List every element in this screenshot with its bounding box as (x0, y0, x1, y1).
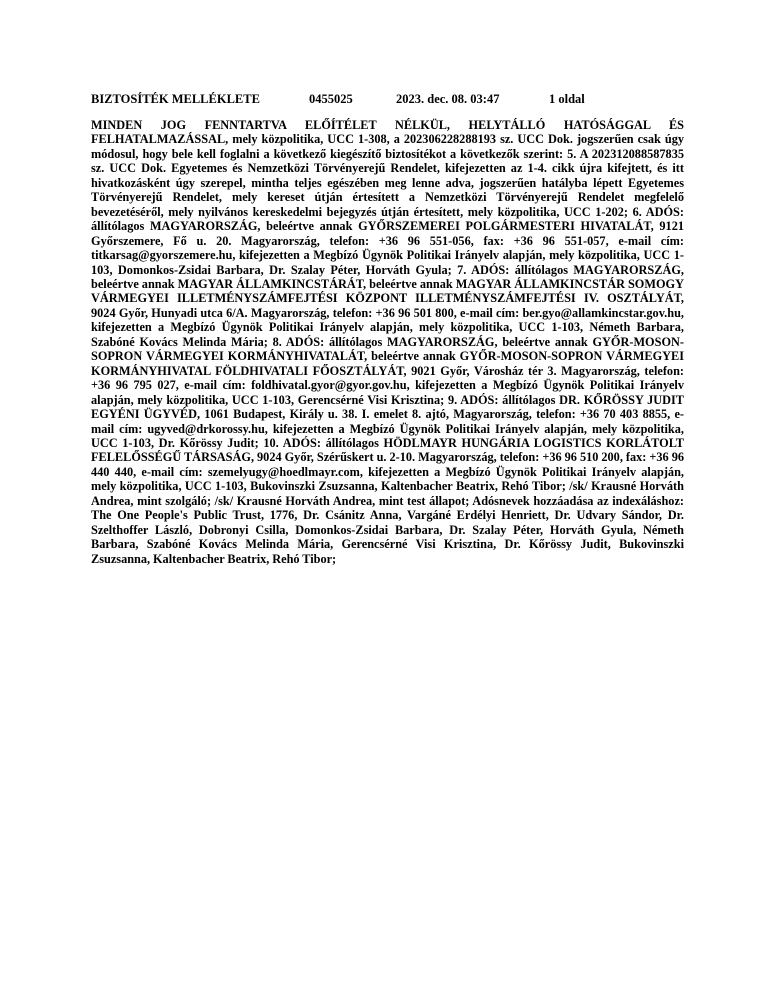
page-indicator: 1 oldal (549, 92, 585, 106)
document-header (91, 90, 691, 108)
document-title: BIZTOSÍTÉK MELLÉKLETE (91, 92, 260, 106)
document-datetime: 2023. dec. 08. 03:47 (396, 92, 500, 106)
document-body-text: MINDEN JOG FENNTARTVA ELŐÍTÉLET NÉLKÜL, HELYTÁLLÓ HATÓSÁGGAL ÉS FELHATALMAZÁSSAL, mely közpolitika, UCC 1-308, a 202306228288193 sz. UCC Dok. jogszerűen csak úgy módosul, hogy bele kell foglalni a következő kiegészítő biztosítékot a következők szerint: 5. A 202312088587835 sz. UCC Dok. Egyetemes és Nemzetközi Törvényerejű Rendelet, kifejezetten az 1-4. cikk újra kifejtett, és itt hivatkozásként úgy szerepel, mintha teljes egészében meg lenne adva, jogszerűen hatályba lépett Egyetemes Törvényerejű Rendelet, mely kereset útján értesített a Nemzetközi Törvényerejű Rendelet megfelelő bevezetéséről, mely nyilvános kereskedelmi bejegyzés útján értesített, mely közpolitika, UCC 1-202; 6. ADÓS: állítólagos MAGYARORSZÁG, beleértve annak GYŐRSZEMEREI POLGÁRMESTERI HIVATALÁT, 9121 Győrszemere, Fő u. 20. Magyarország, telefon: +36 96 551-056, fax: +36 96 551-057, e-mail cím: titkarsag@gyorszemere.hu, kifejezetten a Megbízó Ügynök Politikai Irányelv alapján, mely közpolitika, UCC 1-103, Domonkos-Zsidai Barbara, Dr. Szalay Péter, Horváth Gyula; 7. ADÓS: állítólagos MAGYARORSZÁG, beleértve annak MAGYAR ÁLLAMKINCSTÁRÁT, beleértve annak MAGYAR ÁLLAMKINCSTÁR SOMOGY VÁRMEGYEI ILLETMÉNYSZÁMFEJTÉSI KÖZPONT ILLETMÉNYSZÁMFEJTÉSI IV. OSZTÁLYÁT, 9024 Győr, Hunyadi utca 6/A. Magyarország, telefon: +36 96 501 800, e-mail cím: ber.gyo@allamkincstar.gov.hu, kifejezetten a Megbízó Ügynök Politikai Irányelv alapján, mely közpolitika, UCC 1-103, Németh Barbara, Szabóné Kovács Melinda Mária; 8. ADÓS: állítólagos MAGYARORSZÁG, beleértve annak GYŐR-MOSON-SOPRON VÁRMEGYEI KORMÁNYHIVATALÁT, beleértve annak GYŐR-MOSON-SOPRON VÁRMEGYEI KORMÁNYHIVATAL FÖLDHIVATALI FŐOSZTÁLYÁT, 9021 Győr, Városház tér 3. Magyarország, telefon: +36 96 795 027, e-mail cím: foldhivatal.gyor@gyor.gov.hu, kifejezetten a Megbízó Ügynök Politikai Irányelv alapján, mely közpolitika, UCC 1-103, Gerencsérné Visi Krisztina; 9. ADÓS: állítólagos DR. KŐRÖSSY JUDIT EGYÉNI ÜGYVÉD, 1061 Budapest, Király u. 38. I. emelet 8. ajtó, Magyarország, telefon: +36 70 403 8855, e-mail cím: ugyved@drkorossy.hu, kifejezetten a Megbízó Ügynök Politikai Irányelv alapján, mely közpolitika, UCC 1-103, Dr. Kőrössy Judit; 10. ADÓS: állítólagos HÖDLMAYR HUNGÁRIA LOGISTICS KORLÁTOLT FELELŐSSÉGŰ TÁRSASÁG, 9024 Győr, Szérűskert u. 2-10. Magyarország, telefon: +36 96 510 200, fax: +36 96 440 440, e-mail cím: szemelyugy@hoedlmayr.com, kifejezetten a Megbízó Ügynök Politikai Irányelv alapján, mely közpolitika, UCC 1-103, Bukovinszki Zsuzsanna, Kaltenbacher Beatrix, Rehó Tibor; /sk/ Krausné Horváth Andrea, mint szolgáló; /sk/ Krausné Horváth Andrea, mint test állapot; Adósnevek hozzáadása az indexáláshoz: The One People's Public Trust, 1776, Dr. Csánitz Anna, Vargáné Erdélyi Henriett, Dr. Udvary Sándor, Dr. Szelthoffer László, Dobronyi Csilla, Domonkos-Zsidai Barbara, Dr. Szalay Péter, Horváth Gyula, Németh Barbara, Szabóné Kovács Melinda Mária, Gerencsérné Visi Krisztina, Dr. Kőrössy Judit, Bukovinszki Zsuzsanna, Kaltenbacher Beatrix, Rehó Tibor; (91, 118, 684, 566)
document-number: 0455025 (309, 92, 353, 106)
